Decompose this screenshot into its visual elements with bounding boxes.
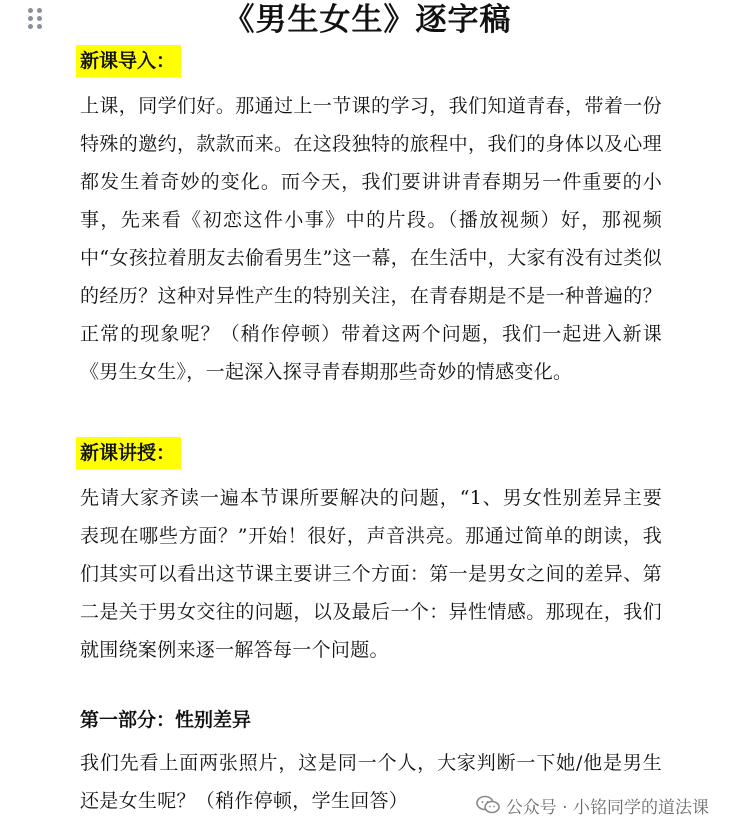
document-title: 《男生女生》逐字稿: [223, 2, 512, 38]
wechat-official-account-icon: [476, 795, 500, 815]
part-one-paragraph: 我们先看上面两张照片，这是同一个人，大家判断一下她/他是男生还是女生呢？（稍作停顿，学生回答）: [80, 752, 662, 812]
watermark: [472, 790, 713, 820]
section-heading-intro: 新课导入：: [76, 45, 181, 77]
teaching-paragraph: 先请大家齐读一遍本节课所要解决的问题，“1、男女性别差异主要表现在哪些方面？”开始！很好，声音洪亮。那通过简单的朗读，我们其实可以看出这节课主要讲三个方面：第一是男女之间的差异、第二是关于男女交往的问题，以及最后一个：异性情感。那现在，我们就围绕案例来逐一解答每一个问题。: [80, 487, 662, 661]
section-heading-teaching: 新课讲授：: [76, 437, 181, 469]
watermark-text: 公众号 · 小铭同学的道法课: [505, 797, 709, 818]
intro-paragraph: 上课，同学们好。那通过上一节课的学习，我们知道青春，带着一份特殊的邀约，款款而来。在这段独特的旅程中，我们的身体以及心理都发生着奇妙的变化。而今天，我们要讲讲青春期另一件重要的小事，先来看《初恋这件小事》中的片段。（播放视频）好，那视频中“女孩拉着朋友去偷看男生”这一幕，在生活中，大家有没有过类似的经历？这种对异性产生的特别关注，在青春期是不是一种普遍的？正常的现象呢？（稍作停顿）带着这两个问题，我们一起进入新课《男生女生》，一起深入探寻青春期那些奇妙的情感变化。: [80, 95, 662, 383]
part-one-heading: 第一部分：性别差异: [80, 709, 252, 731]
